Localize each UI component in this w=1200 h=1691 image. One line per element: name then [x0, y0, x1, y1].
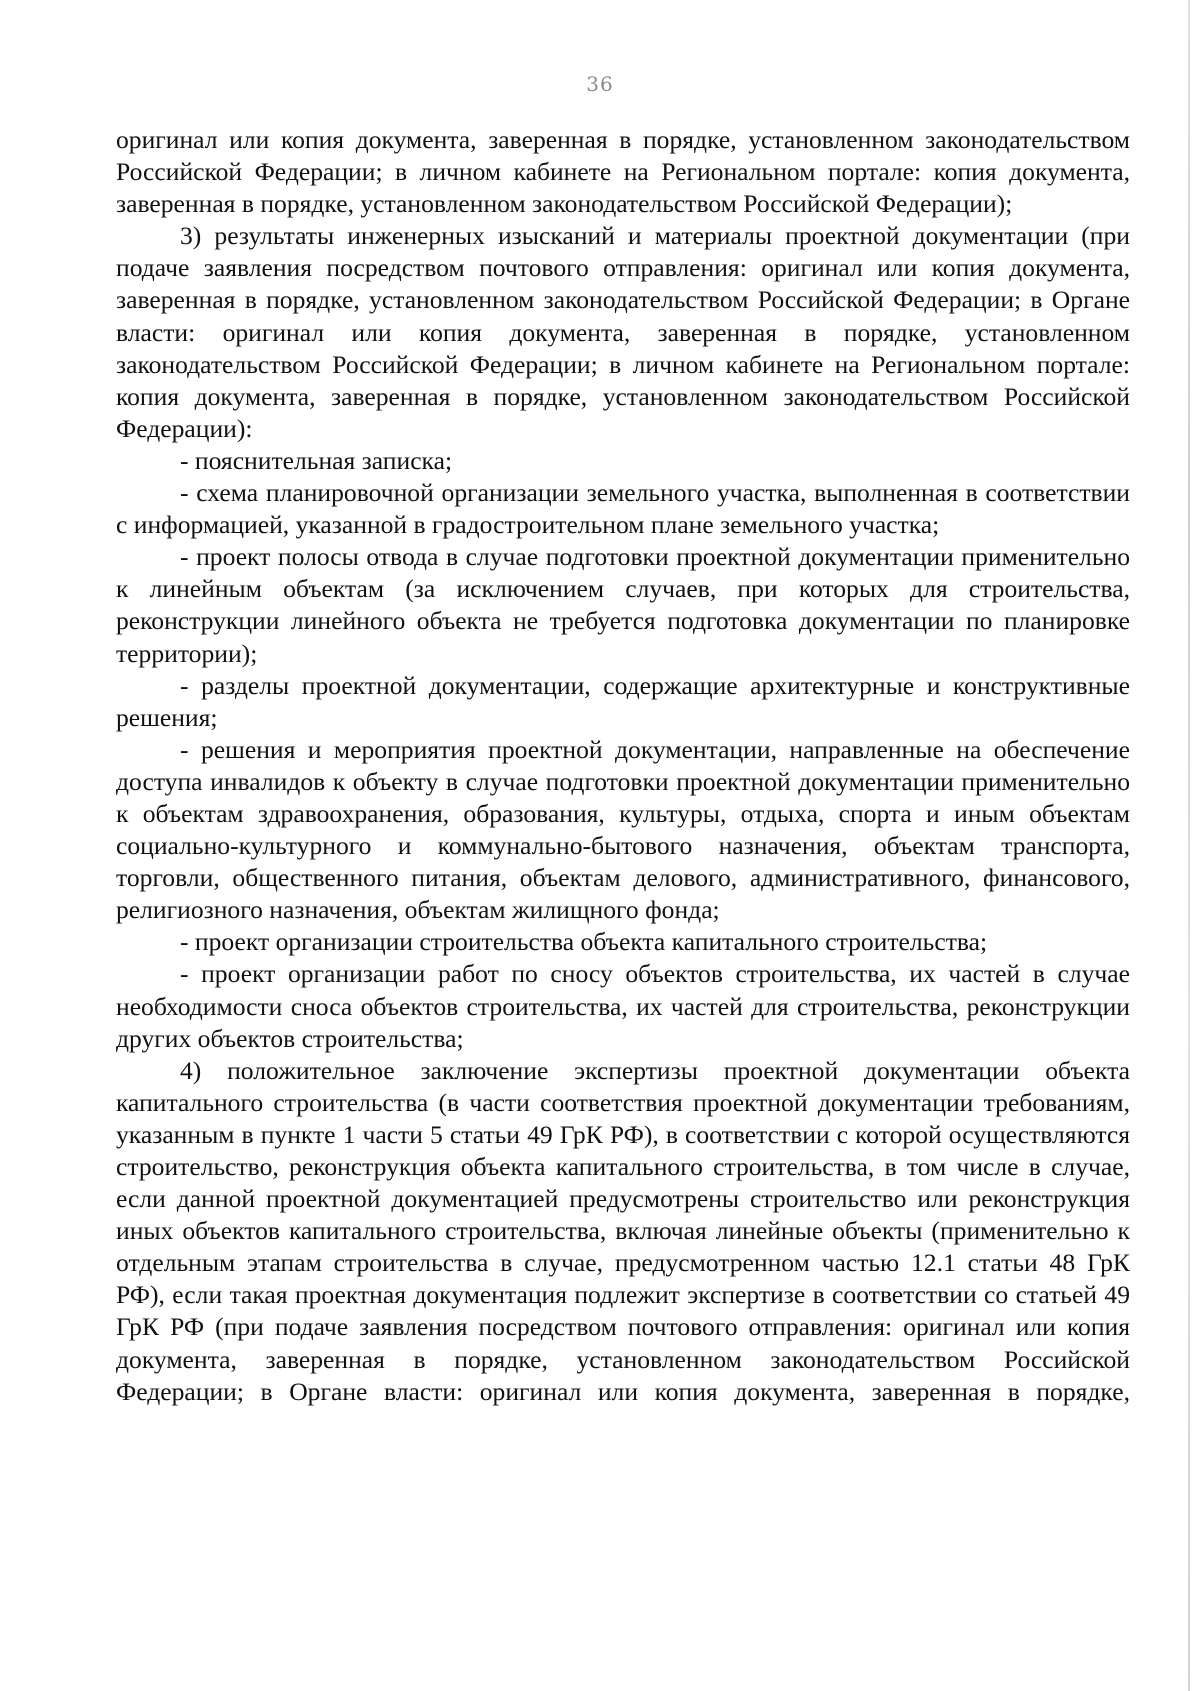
document-body: [116, 124, 1130, 1408]
scan-edge-line: [1188, 0, 1190, 1691]
list-item-demolition-project: - проект организации работ по сносу объектов строительства, их частей в случае необходимости сноса объектов строительства, их частей для строительства, реконструкции других объектов строительства;: [116, 959, 1130, 1053]
paragraph-continuation: оригинал или копия документа, заверенная в порядке, установленном законодательством Российской Федерации; в личном кабинете на Региональном портале: копия документа, заверенная в порядке, установленном законодательством Российской Федерации);: [116, 125, 1130, 219]
page-number: 36: [586, 72, 614, 96]
list-item-architectural-sections: - разделы проектной документации, содержащие архитектурные и конструктивные решения;: [116, 670, 1130, 732]
list-item-right-of-way: - проект полосы отвода в случае подготовки проектной документации применительно к линейным объектам (за исключением случаев, при которых для строительства, реконструкции линейного объекта не требуется подготовка документации по планировке территории);: [116, 542, 1130, 668]
list-item-site-plan: - схема планировочной организации земельного участка, выполненная в соответствии с информацией, указанной в градостроительном плане земельного участка;: [116, 478, 1130, 540]
list-item-construction-organization: - проект организации строительства объекта капитального строительства;: [180, 927, 988, 957]
paragraph-item-4: 4) положительное заключение экспертизы проектной документации объекта капитального строительства (в части соответствия проектной документации требованиям, указанным в пункте 1 части 5 статьи 49 ГрК РФ), в соответствии с которой осуществляются строительство, реконструкция объекта капитального строительства, в том числе в случае, если данной проектной документацией предусмотрены строительство или реконструкция иных объектов капитального строительства, включая линейные объекты (применительно к отдельным этапам строительства в случае, предусмотренном частью 12.1 статьи 48 ГрК РФ), если такая проектная документация подлежит экспертизе в соответствии со статьей 49 ГрК РФ (при подаче заявления посредством почтового отправления: оригинал или копия документа, заверенная в порядке, установленном законодательством Российской Федерации; в Органе власти: оригинал или копия документа, заверенная в порядке,: [116, 1055, 1130, 1406]
list-item-explanatory-note: - пояснительная записка;: [180, 445, 453, 475]
paragraph-item-3: 3) результаты инженерных изысканий и материалы проектной документации (при подаче заявления посредством почтового отправления: оригинал или копия документа, заверенная в порядке, установленном законодательством Российской Федерации; в Органе власти: оригинал или копия документа, заверенная в порядке, установленном законодательством Российской Федерации; в личном кабинете на Региональном портале: копия документа, заверенная в порядке, установленном законодательством Российской Федерации):: [116, 221, 1130, 443]
list-item-accessibility-measures: - решения и мероприятия проектной документации, направленные на обеспечение доступа инвалидов к объекту в случае подготовки проектной документации применительно к объектам здравоохранения, образования, культуры, отдыха, спорта и иным объектам социально-культурного и коммунально-бытового назначения, объектам транспорта, торговли, общественного питания, объектам делового, административного, финансового, религиозного назначения, объектам жилищного фонда;: [116, 734, 1130, 925]
